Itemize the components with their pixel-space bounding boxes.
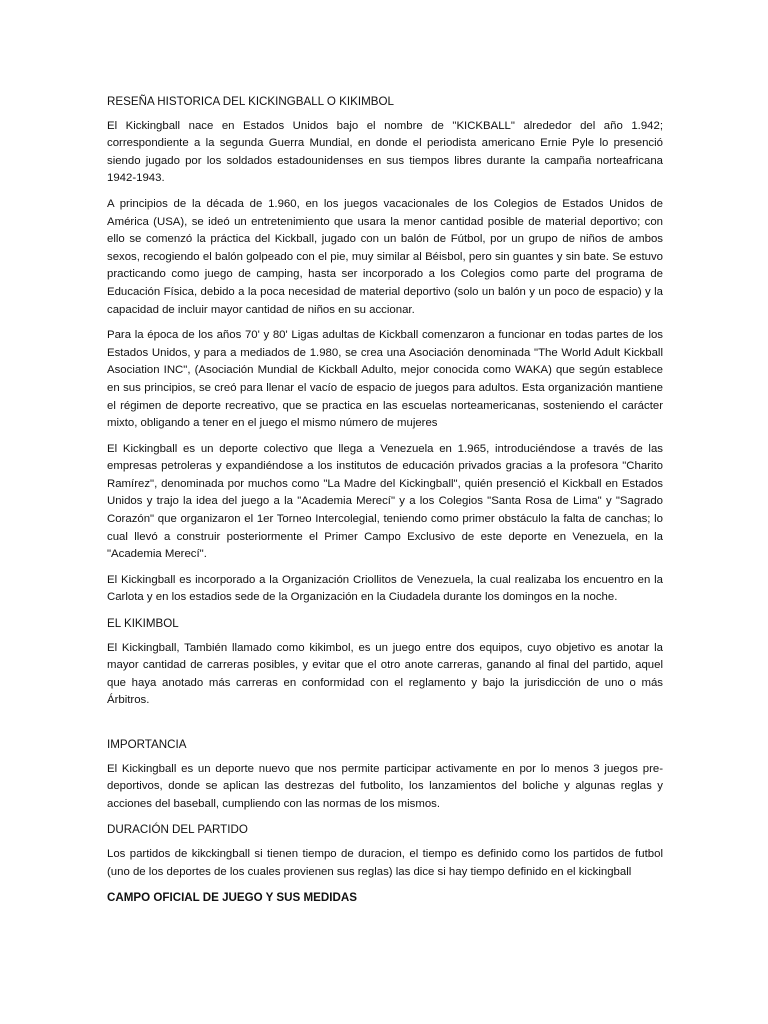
campo-heading: CAMPO OFICIAL DE JUEGO Y SUS MEDIDAS [107, 891, 357, 905]
history-paragraph-1: El Kickingball nace en Estados Unidos bajo el nombre de "KICKBALL" alrededor del año 1.942; correspondiente a la segunda Guerra Mundial, en donde el periodista americano Ernie Pyle lo presenció siendo jugado por los soldados estadounidenses en sus tiempos libres durante la campaña norteafricana 1942-1943. [107, 119, 663, 185]
kikimbol-heading: EL KIKIMBOL [107, 617, 179, 631]
history-paragraph-3: Para la época de los años 70' y 80' Ligas adultas de Kickball comenzaron a funcionar en todas partes de los Estados Unidos, y para a mediados de 1.980, se crea una Asociación denominada "The World Adult Kickball Asociation INC", (Asociación Mundial de Kickball Adulto, mejor conocida como WAKA) que según establece en sus principios, se creó para llenar el vacío de espacio de juegos para adultos. Esta organización mantiene el régimen de deporte recreativo, que se practica en las escuelas norteamericanas, sosteniendo el carácter mixto, obligando a tener en el juego el mismo número de mujeres [107, 329, 663, 430]
history-paragraph-5: El Kickingball es incorporado a la Organización Criollitos de Venezuela, la cual realizaba los encuentro en la Carlota y en los estadios sede de la Organización en la Ciudadela durante los domingos en la noche. [107, 573, 663, 604]
section-spacer [107, 718, 663, 736]
duracion-paragraph: Los partidos de kikckingball si tienen tiempo de duracion, el tiempo es definido como los partidos de futbol (uno de los deportes de los cuales provienen sus reglas) las dice si hay tiempo definido en el kickingball [107, 847, 663, 878]
importancia-heading: IMPORTANCIA [107, 738, 187, 751]
duracion-heading: DURACIÓN DEL PARTIDO [107, 823, 248, 837]
document-page [107, 93, 663, 914]
history-paragraph-2: A principios de la década de 1.960, en los juegos vacacionales de los Colegios de Estados Unidos de América (USA), se ideó un entretenimiento que usara la menor cantidad posible de material deportivo; con ello se comenzó la práctica del Kickball, jugado con un balón de Fútbol, por un grupo de niños de ambos sexos, recogiendo el balón golpeado con el pie, muy similar al Béisbol, pero sin guantes y sin bate. Se estuvo practicando como juego de camping, hasta ser incorporado a los Colegios como parte del programa de Educación Física, debido a la poca necesidad de material deportivo (solo un balón y un poco de espacio) y la capacidad de incluir mayor cantidad de niños en su accionar. [107, 197, 663, 316]
kikimbol-paragraph: El Kickingball, También llamado como kikimbol, es un juego entre dos equipos, cuyo objetivo es anotar la mayor cantidad de carreras posibles, y evitar que el otro anote carreras, ganando al final del partido, aquel que haya anotado más carreras en conformidad con el reglamento y bajo la jurisdicción de uno o más Árbitros. [107, 641, 663, 707]
importancia-paragraph: El Kickingball es un deporte nuevo que nos permite participar activamente en por lo menos 3 juegos pre-deportivos, donde se aplican las destrezas del futbolito, los lanzamientos del boliche y algunas reglas y acciones del baseball, cumpliendo con las normas de los mismos. [107, 762, 663, 810]
document-title: RESEÑA HISTORICA DEL KICKINGBALL O KIKIMBOL [107, 95, 394, 108]
history-paragraph-4: El Kickingball es un deporte colectivo que llega a Venezuela en 1.965, introduciéndose a través de las empresas petroleras y expandiéndose a los institutos de educación privados gracias a la profesora "Charito Ramírez", denominada por muchos como "La Madre del Kickingball", quién presenció el Kickball en Estados Unidos y trajo la idea del juego a la "Academia Merecí" y a los Colegios "Santa Rosa de Lima" y "Sagrado Corazón" que organizaron el 1er Torneo Intercolegial, teniendo como primer obstáculo la falta de canchas; lo cual llevó a construir posteriormente el Primer Campo Exclusivo de este deporte en Venezuela, en la "Academia Merecí". [107, 442, 663, 561]
